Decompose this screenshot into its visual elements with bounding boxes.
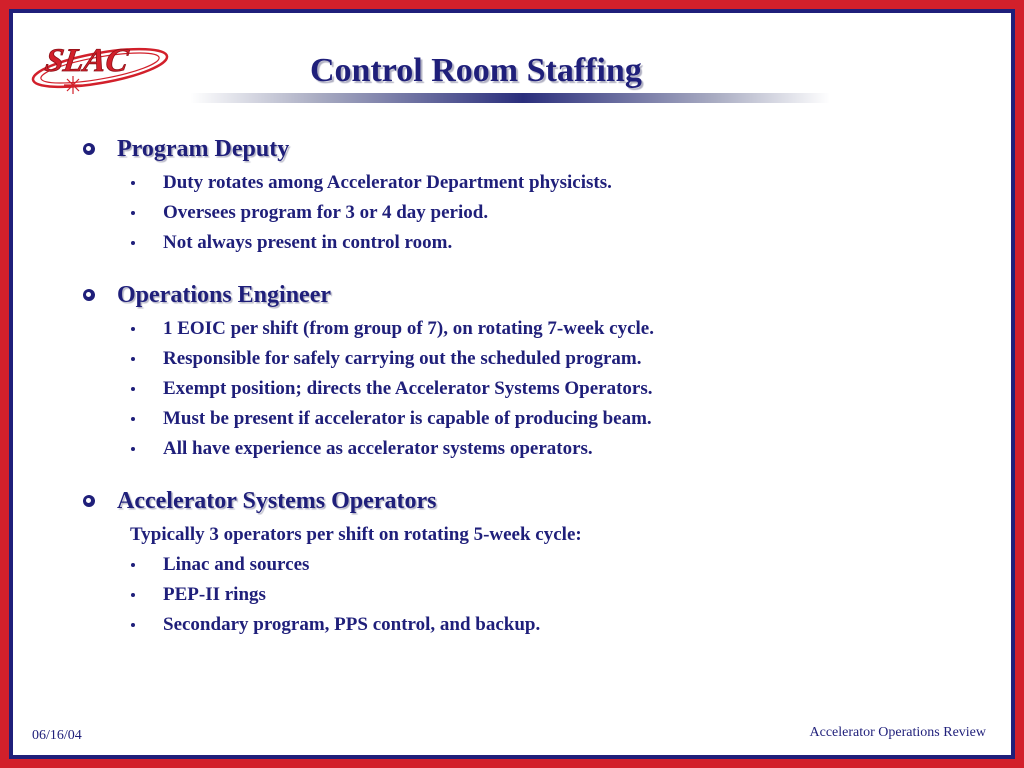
list-item-text: Not always present in control room. xyxy=(163,232,453,253)
list-item xyxy=(78,610,958,640)
list-item xyxy=(78,374,958,404)
list-item xyxy=(78,198,958,228)
section-heading-row xyxy=(78,280,958,310)
list-item-text: Exempt position; directs the Accelerator Systems Operators. xyxy=(163,378,653,399)
section-program-deputy xyxy=(78,134,958,258)
list-item-text: All have experience as accelerator systems operators. xyxy=(163,438,593,459)
section-heading-row xyxy=(78,486,958,516)
dot-bullet-icon xyxy=(131,181,135,185)
dot-bullet-icon xyxy=(131,417,135,421)
dot-bullet-icon xyxy=(131,563,135,567)
section-operations-engineer xyxy=(78,280,958,464)
dot-bullet-icon xyxy=(131,387,135,391)
section-intro-text: Typically 3 operators per shift on rotating 5-week cycle: xyxy=(130,524,582,545)
dot-bullet-icon xyxy=(131,447,135,451)
list-item xyxy=(78,168,958,198)
list-item-text: Responsible for safely carrying out the scheduled program. xyxy=(163,348,642,369)
list-item xyxy=(78,228,958,258)
title-container xyxy=(310,52,642,90)
section-accelerator-systems-operators xyxy=(78,486,958,640)
dot-bullet-icon xyxy=(131,211,135,215)
list-item-text: 1 EOIC per shift (from group of 7), on rotating 7-week cycle. xyxy=(163,318,654,339)
section-heading: Accelerator Systems Operators xyxy=(117,487,437,514)
section-heading-row xyxy=(78,134,958,164)
content-area xyxy=(78,134,958,662)
list-item xyxy=(78,314,958,344)
slac-logo xyxy=(28,28,178,98)
circle-bullet-icon xyxy=(83,289,95,301)
dot-bullet-icon xyxy=(131,593,135,597)
circle-bullet-icon xyxy=(83,495,95,507)
list-item xyxy=(78,550,958,580)
slac-logo-text: SLAC xyxy=(42,42,131,79)
list-item-text: PEP-II rings xyxy=(163,584,266,605)
title-underline xyxy=(190,93,830,103)
dot-bullet-icon xyxy=(131,357,135,361)
circle-bullet-icon xyxy=(83,143,95,155)
bullet-list xyxy=(78,168,958,258)
section-heading: Program Deputy xyxy=(117,135,290,162)
list-item-text: Must be present if accelerator is capable of producing beam. xyxy=(163,408,652,429)
footer-event-name: Accelerator Operations Review xyxy=(809,725,986,740)
dot-bullet-icon xyxy=(131,623,135,627)
dot-bullet-icon xyxy=(131,241,135,245)
list-item-text: Oversees program for 3 or 4 day period. xyxy=(163,202,489,223)
slide-title: Control Room Staffing xyxy=(310,52,642,89)
list-item-text: Secondary program, PPS control, and backup. xyxy=(163,614,541,635)
section-heading: Operations Engineer xyxy=(117,281,331,308)
bullet-list xyxy=(78,314,958,464)
list-item xyxy=(78,580,958,610)
list-item xyxy=(78,404,958,434)
list-item xyxy=(78,344,958,374)
footer-date: 06/16/04 xyxy=(32,728,82,743)
list-item-text: Linac and sources xyxy=(163,554,310,575)
bullet-list xyxy=(78,550,958,640)
list-item-text: Duty rotates among Accelerator Department physicists. xyxy=(163,172,612,193)
list-item xyxy=(78,434,958,464)
dot-bullet-icon xyxy=(131,327,135,331)
